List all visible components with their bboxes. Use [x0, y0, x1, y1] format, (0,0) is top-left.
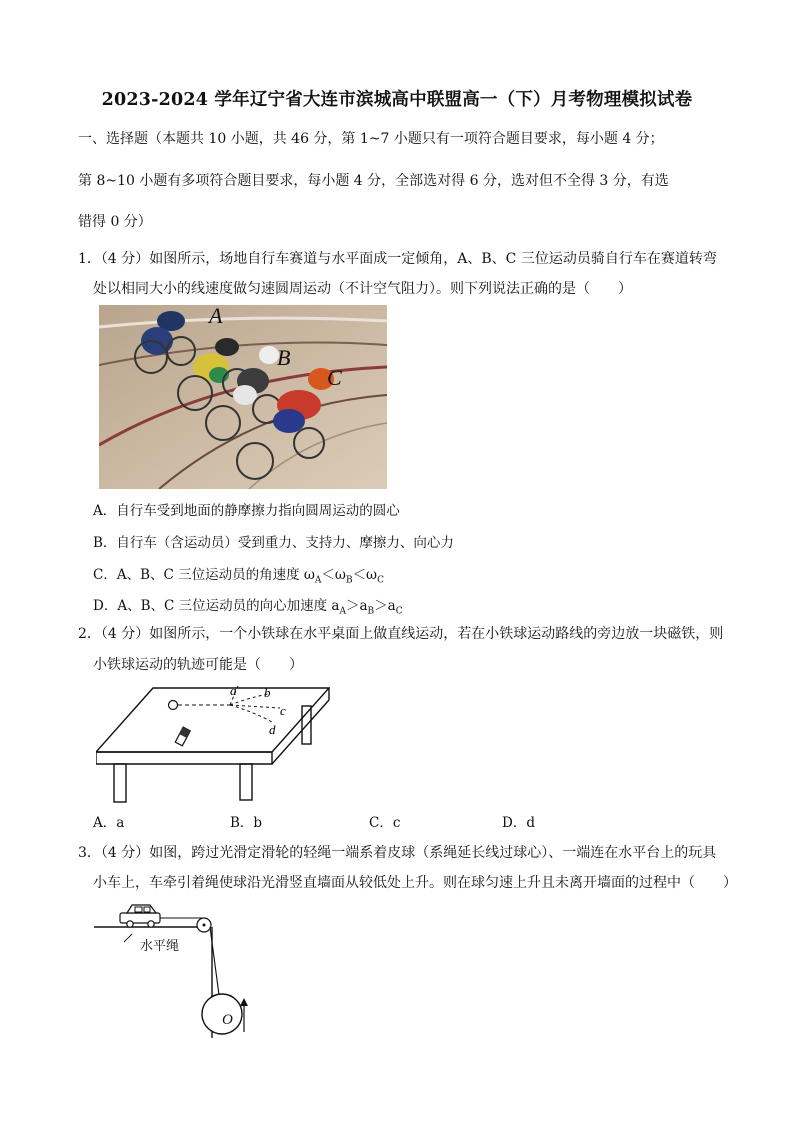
q3-label-rope: 水平绳 [140, 939, 180, 954]
q1-label-a: A [209, 305, 223, 328]
q1-option-b: B．自行车（含运动员）受到重力、支持力、摩擦力、向心力 [93, 535, 454, 551]
q2-stem-line2: 小铁球运动的轨迹可能是（ ） [93, 657, 303, 673]
q2-option-a: A．a [93, 815, 125, 831]
q1-label-b: B [277, 345, 291, 370]
q2-option-b: B．b [230, 815, 263, 831]
q2-table-diagram [96, 682, 330, 824]
section-heading-line3: 错得 0 分） [78, 214, 152, 230]
q2-label-b: b [264, 685, 271, 700]
q2-option-c: C．c [369, 815, 401, 831]
q3-label-center: O [222, 1012, 233, 1028]
q1-cycling-photo [99, 305, 387, 489]
q2-label-a: a [230, 683, 237, 698]
section-heading-line2: 第 8~10 小题有多项符合题目要求，每小题 4 分，全部选对得 6 分，选对但不全得 3 分，有选 [78, 173, 669, 189]
q2-label-c: c [280, 703, 286, 718]
magnet-icon [175, 727, 190, 746]
q1-option-c: C．A、B、C 三位运动员的角速度 $\omega_A<\omega_B<\omega_C$ [93, 567, 384, 586]
q1-stem-line1: 1．（4 分）如图所示，场地自行车赛道与水平面成一定倾角，A、B、C 三位运动员骑自行车在赛道转弯 [78, 251, 717, 267]
q3-stem-line1: 3．（4 分）如图，跨过光滑定滑轮的轻绳一端系着皮球（系绳延长线过球心）、一端连在水平台上的玩具 [78, 845, 717, 861]
q1-option-a: A．自行车受到地面的静摩擦力指向圆周运动的圆心 [93, 503, 400, 519]
q2-stem-line1: 2．（4 分）如图所示，一个小铁球在水平桌面上做直线运动，若在小铁球运动路线的旁边放一块磁铁，则 [78, 626, 724, 642]
toy-car-icon [120, 905, 160, 927]
q1-option-d: D．A、B、C 三位运动员的向心加速度 $a_A>a_B>a_C$ [93, 598, 403, 617]
q3-stem-line2: 小车上，车牵引着绳使球沿光滑竖直墙面从较低处上升。则在球匀速上升且未离开墙面的过程中（ ） [93, 875, 737, 891]
q2-option-d: D．d [502, 815, 535, 831]
up-arrow-icon [240, 998, 248, 1006]
q3-pulley-diagram [94, 900, 260, 1040]
q1-stem-line2: 处以相同大小的线速度做匀速圆周运动（不计空气阻力）。则下列说法正确的是（ ） [93, 281, 632, 297]
section-heading-line1: 一、选择题（本题共 10 小题，共 46 分，第 1~7 小题只有一项符合题目要求，每小题 4 分； [78, 131, 664, 147]
q1-label-c: C [327, 365, 342, 390]
page-title: 2023-2024 学年辽宁省大连市滨城高中联盟高一（下）月考物理模拟试卷 [101, 90, 693, 110]
q2-label-d: d [269, 722, 276, 737]
q1-photo-illustration [99, 305, 387, 489]
